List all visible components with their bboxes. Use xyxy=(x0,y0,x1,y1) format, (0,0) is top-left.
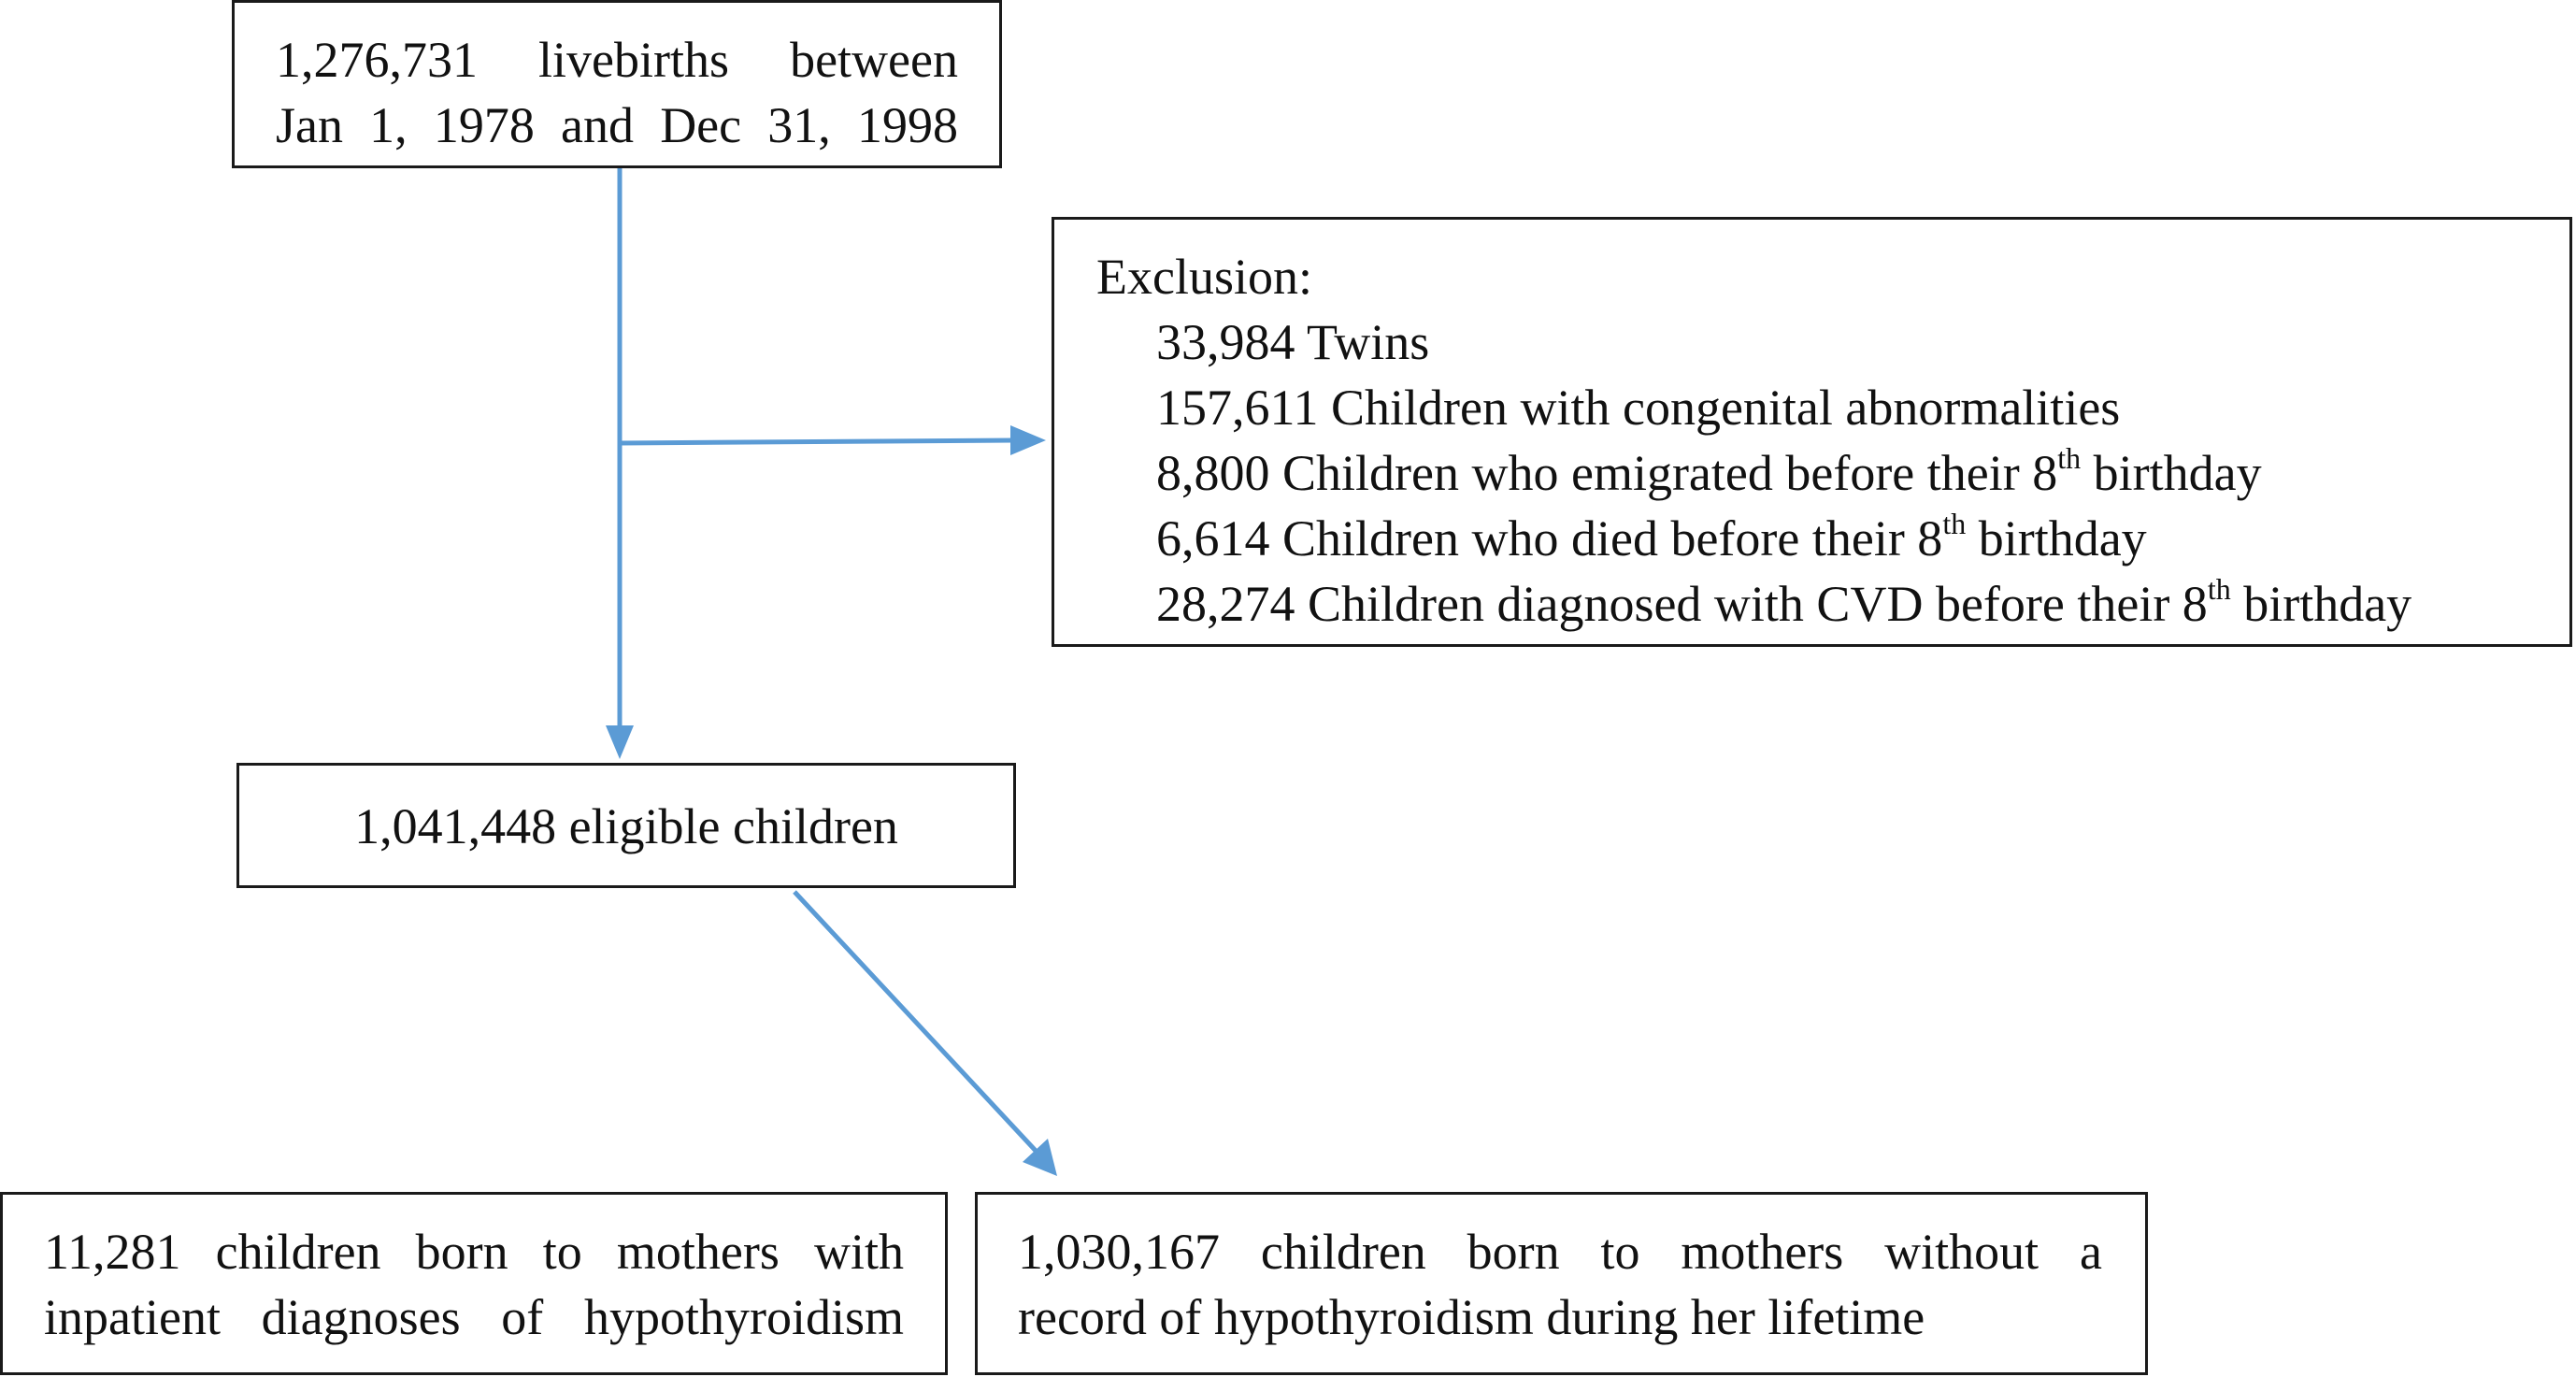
exclusion-item-cvd xyxy=(1096,571,2569,637)
eligible-children-text: 1,041,448 eligible children xyxy=(354,798,898,854)
exclusion-item-suffix: birthday xyxy=(2081,445,2262,501)
exclusion-item-text: 33,984 Twins xyxy=(1156,314,1430,370)
exclusion-item-text: 8,800 Children who emigrated before their 8 xyxy=(1156,445,2058,501)
exclusion-item-congenital xyxy=(1096,375,2569,440)
no-hypothyroidism-line-2: record of hypothyroidism during her lifetime xyxy=(1018,1289,1925,1345)
exclusion-item-text: 28,274 Children diagnosed with CVD before their 8 xyxy=(1156,576,2208,632)
exclusion-item-emigrated xyxy=(1096,440,2569,506)
exclusion-item-suffix: birthday xyxy=(1966,510,2147,567)
ordinal-suffix: th xyxy=(2057,441,2082,475)
livebirths-line-1: 1,276,731 livebirths between xyxy=(276,32,958,88)
hypothyroidism-line-1: 11,281 children born to mothers with xyxy=(44,1224,904,1280)
livebirths-line-2: Jan 1, 1978 and Dec 31, 1998 xyxy=(276,97,958,153)
arrow-eligible-to-nohypo xyxy=(794,892,1037,1152)
hypothyroidism-line-2: inpatient diagnoses of hypothyroidism xyxy=(44,1289,904,1345)
exclusion-item-died xyxy=(1096,506,2569,571)
exclusion-item-twins xyxy=(1096,309,2569,375)
exclusion-item-text: 6,614 Children who died before their 8 xyxy=(1156,510,1943,567)
ordinal-suffix: th xyxy=(2207,572,2231,606)
arrow-to-exclusion xyxy=(620,440,1014,443)
exclusion-item-text: 157,611 Children with congenital abnormalities xyxy=(1156,380,2121,436)
ordinal-suffix: th xyxy=(1942,507,1967,540)
no-hypothyroidism-group-box xyxy=(975,1192,2148,1375)
arrowhead-eligible xyxy=(606,725,634,759)
exclusion-heading: Exclusion: xyxy=(1096,249,1312,305)
arrowhead-exclusion xyxy=(1010,425,1046,455)
hypothyroidism-group-box xyxy=(0,1192,948,1375)
exclusion-box xyxy=(1052,217,2572,647)
livebirths-box xyxy=(232,0,1002,168)
exclusion-item-suffix: birthday xyxy=(2230,576,2412,632)
no-hypothyroidism-line-1: 1,030,167 children born to mothers without a xyxy=(1018,1224,2102,1280)
eligible-children-box xyxy=(236,763,1016,888)
